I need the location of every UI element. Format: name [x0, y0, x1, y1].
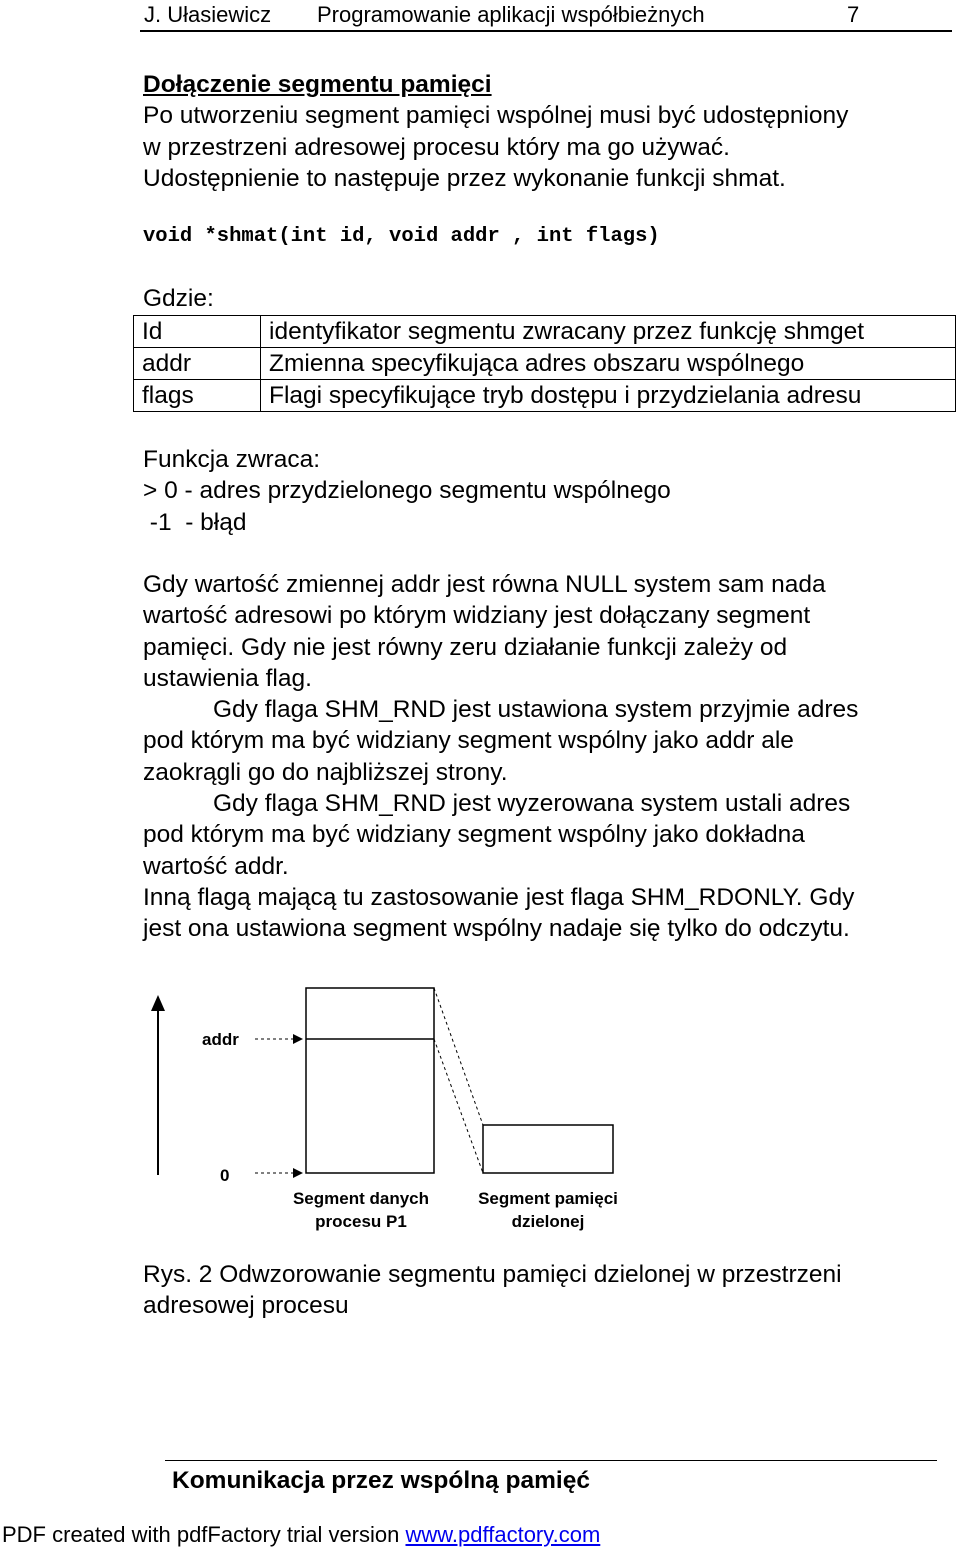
caption-line: Rys. 2 Odwzorowanie segmentu pamięci dzielonej w przestrzeni [143, 1261, 842, 1288]
intro-section [143, 69, 848, 194]
table-row [134, 348, 956, 380]
intro-line: Udostępnienie to następuje przez wykonanie funkcji shmat. [143, 164, 786, 192]
returns-section [143, 444, 671, 538]
pdf-note-text: PDF created with pdfFactory trial version [2, 1522, 406, 1547]
caption-line: adresowej procesu [143, 1292, 349, 1320]
pdf-note [2, 1522, 600, 1548]
returns-label: Funkcja zwraca: [143, 446, 321, 473]
desc-line: Gdy flaga SHM_RND jest wyzerowana system ustali adres [213, 790, 851, 818]
desc-line: Gdy flaga SHM_RND jest ustawiona system przyjmie adres [213, 696, 859, 724]
returns-item: > 0 - adres przydzielonego segmentu wspólnego [143, 477, 671, 505]
footer-title: Komunikacja przez wspólną pamięć [172, 1467, 590, 1494]
intro-line: Po utworzeniu segment pamięci wspólnej musi być udostępniony [143, 102, 849, 130]
process-segment-box [306, 988, 434, 1173]
param-desc: Flagi specyfikujące tryb dostępu i przydzielania adresu [261, 380, 956, 412]
figure-caption [143, 1259, 842, 1322]
mapping-line-top [434, 988, 483, 1125]
desc-line: Inną flagą mającą tu zastosowanie jest flaga SHM_RDONLY. Gdy [143, 883, 855, 911]
axis-arrow-icon [151, 995, 165, 1011]
mapping-line-bottom [434, 1039, 483, 1173]
desc-line: pod którym ma być widziany segment wspólny jako dokładna [143, 821, 805, 849]
desc-line: wartość addr. [143, 852, 289, 880]
shared-segment-box [483, 1125, 613, 1173]
shared-segment-label: Segment pamięci [478, 1189, 618, 1208]
page-header [140, 0, 952, 32]
desc-line: pamięci. Gdy nie jest równy zeru działanie funkcji zależy od [143, 633, 788, 661]
param-desc: identyfikator segmentu zwracany przez funkcję shmget [261, 316, 956, 348]
pdf-link[interactable]: www.pdffactory.com [405, 1522, 601, 1547]
header-author: J. Ułasiewicz [144, 2, 272, 27]
desc-line: jest ona ustawiona segment wspólny nadaje się tylko do odczytu. [143, 915, 850, 943]
shared-segment-label: dzielonej [511, 1212, 585, 1231]
param-name: addr [134, 348, 261, 380]
addr-label: addr [202, 1030, 239, 1049]
desc-line: ustawienia flag. [143, 664, 312, 692]
table-row [134, 380, 956, 412]
memory-mapping-diagram [140, 985, 640, 1235]
function-signature: void *shmat(int id, void addr , int flags) [143, 225, 660, 248]
footer-divider [165, 1460, 937, 1461]
section-heading: Dołączenie segmentu pamięci [143, 71, 492, 98]
header-title: Programowanie aplikacji współbieżnych [317, 2, 705, 27]
zero-label: 0 [220, 1166, 230, 1185]
desc-line: pod którym ma być widziany segment wspólny jako addr ale [143, 727, 794, 755]
params-table [133, 315, 956, 412]
process-segment-label: procesu P1 [315, 1212, 407, 1231]
description-section [143, 569, 858, 945]
returns-item: -1 - błąd [143, 508, 247, 536]
param-desc: Zmienna specyfikująca adres obszaru wspólnego [261, 348, 956, 380]
param-name: flags [134, 380, 261, 412]
desc-line: wartość adresowi po którym widziany jest dołączany segment [143, 602, 811, 630]
desc-line: Gdy wartość zmiennej addr jest równa NULL system sam nada [143, 571, 826, 598]
params-label: Gdzie: [143, 285, 214, 312]
table-row [134, 316, 956, 348]
intro-line: w przestrzeni adresowej procesu który ma go używać. [143, 133, 730, 161]
header-page-number: 7 [847, 2, 860, 27]
process-segment-label: Segment danych [292, 1189, 430, 1208]
param-name: Id [134, 316, 261, 348]
desc-line: zaokrągli go do najbliższej strony. [143, 758, 508, 786]
